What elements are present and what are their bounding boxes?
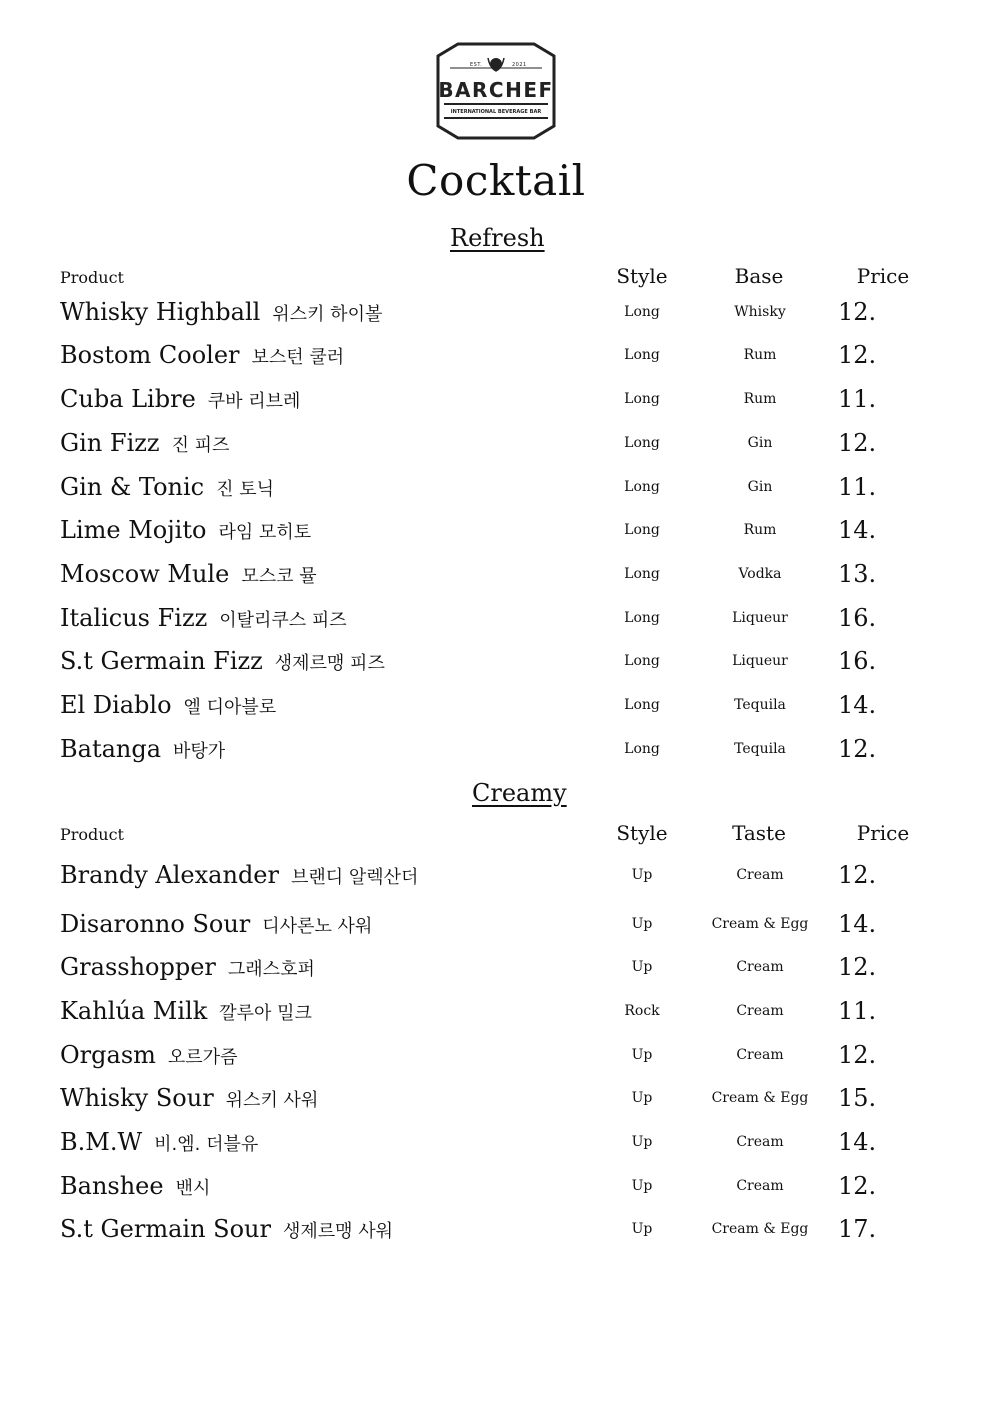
item-base: Rum [743, 391, 777, 407]
item-name-kr: 디사론노 사워 [262, 916, 373, 937]
item-name-kr: 생제르맹 사워 [282, 1221, 394, 1242]
item-style: Up [631, 1178, 653, 1194]
item-name-en: Whisky Sour [60, 1084, 214, 1112]
item-name [60, 950, 315, 987]
item-name [60, 994, 312, 1031]
item-price: 14. [838, 1128, 877, 1156]
table-header-refresh [0, 264, 992, 288]
header-base: Base [734, 264, 784, 288]
item-price: 13. [838, 560, 877, 588]
list-item [0, 470, 992, 504]
item-name-en: Gin & Tonic [60, 473, 205, 501]
item-name-kr: 그래스호퍼 [227, 959, 315, 980]
list-item [0, 1169, 992, 1203]
item-name-en: S.t Germain Fizz [60, 647, 263, 675]
list-item [0, 513, 992, 547]
item-name-kr: 밴시 [175, 1178, 211, 1199]
item-name [60, 907, 372, 944]
crest-icon [488, 58, 504, 71]
item-base: Vodka [738, 566, 782, 582]
item-name [60, 338, 344, 375]
item-base: Rum [743, 522, 777, 538]
item-name [60, 295, 382, 332]
page-title: Cocktail [406, 156, 586, 205]
item-price: 11. [838, 997, 877, 1025]
item-name-en: El Diablo [60, 691, 172, 719]
list-item [0, 1125, 992, 1159]
item-price: 16. [838, 604, 877, 632]
item-name [60, 1169, 210, 1206]
list-item [0, 732, 992, 766]
item-base: Cream [736, 1047, 784, 1063]
item-base: Cream & Egg [711, 1090, 809, 1106]
item-name [60, 1125, 258, 1162]
item-base: Cream [736, 867, 784, 883]
item-name-en: Batanga [60, 735, 162, 763]
item-style: Up [631, 867, 653, 883]
item-name-en: Disaronno Sour [60, 910, 251, 938]
item-base: Liqueur [732, 610, 788, 626]
item-base: Cream [736, 1003, 784, 1019]
item-name-en: Grasshopper [60, 953, 216, 981]
item-price: 14. [838, 910, 877, 938]
item-name-kr: 엘 디아블로 [183, 697, 277, 718]
item-name-kr: 생제르맹 피즈 [274, 653, 385, 674]
item-price: 14. [838, 691, 877, 719]
header-price: Price [856, 821, 910, 845]
list-item [0, 338, 992, 372]
item-base: Tequila [734, 741, 786, 757]
header-product: Product [60, 268, 124, 287]
section-title-refresh: Refresh [450, 224, 545, 252]
item-name-kr: 위스키 사워 [225, 1090, 319, 1111]
header-product: Product [60, 825, 124, 844]
logo-subtitle: INTERNATIONAL BEVERAGE BAR [450, 109, 542, 115]
item-style: Long [624, 304, 660, 320]
item-price: 14. [838, 516, 877, 544]
list-item [0, 601, 992, 635]
item-name [60, 1212, 393, 1249]
item-price: 12. [838, 735, 877, 763]
item-style: Up [631, 1047, 653, 1063]
item-name [60, 1038, 237, 1075]
list-item [0, 644, 992, 678]
item-style: Up [631, 959, 653, 975]
item-style: Long [624, 479, 660, 495]
list-item [0, 1038, 992, 1072]
item-name-en: Gin Fizz [60, 429, 160, 457]
logo-year: 2021 [512, 62, 527, 68]
list-item [0, 382, 992, 416]
item-name [60, 513, 311, 550]
item-name-kr: 모스코 뮬 [241, 566, 317, 587]
item-name-en: S.t Germain Sour [60, 1215, 271, 1243]
header-taste: Taste [732, 821, 786, 845]
item-base: Cream & Egg [711, 916, 809, 932]
item-name-en: Whisky Highball [60, 298, 261, 326]
item-style: Long [624, 741, 660, 757]
item-name-kr: 보스턴 쿨러 [251, 347, 345, 368]
list-item [0, 295, 992, 329]
item-name [60, 382, 300, 419]
item-name-en: Italicus Fizz [60, 604, 208, 632]
list-item [0, 1212, 992, 1246]
item-name-en: Moscow Mule [60, 560, 230, 588]
item-base: Tequila [734, 697, 786, 713]
item-name-kr: 오르가즘 [167, 1047, 238, 1068]
item-style: Long [624, 610, 660, 626]
item-price: 16. [838, 647, 877, 675]
list-item [0, 1081, 992, 1115]
item-name [60, 1081, 318, 1118]
item-base: Liqueur [732, 653, 788, 669]
item-base: Whisky [734, 304, 786, 320]
item-name-kr: 진 토닉 [216, 479, 274, 500]
item-name [60, 470, 274, 507]
list-item [0, 858, 992, 892]
logo [436, 42, 556, 140]
item-style: Long [624, 566, 660, 582]
item-name [60, 426, 229, 463]
item-name [60, 644, 385, 681]
header-style: Style [616, 264, 668, 288]
item-name-en: Banshee [60, 1172, 164, 1200]
header-style: Style [616, 821, 668, 845]
item-style: Up [631, 1134, 653, 1150]
item-base: Rum [743, 347, 777, 363]
item-name-kr: 쿠바 리브레 [207, 391, 301, 412]
list-item [0, 907, 992, 941]
logo-est: EST. [470, 62, 483, 68]
item-name-kr: 깔루아 밀크 [219, 1003, 312, 1024]
item-name [60, 688, 276, 725]
item-name-kr: 진 피즈 [171, 435, 230, 456]
item-name-en: Brandy Alexander [60, 861, 279, 889]
logo-brand: BARCHEF [438, 78, 554, 102]
item-price: 12. [838, 429, 877, 457]
item-base: Cream [736, 1134, 784, 1150]
item-name-kr: 이탈리쿠스 피즈 [219, 610, 347, 631]
item-name [60, 557, 317, 594]
item-name-kr: 브랜디 알렉산더 [290, 867, 419, 888]
item-price: 12. [838, 861, 877, 889]
item-name [60, 732, 225, 769]
item-style: Up [631, 916, 653, 932]
item-style: Up [631, 1221, 653, 1237]
item-name-en: Orgasm [60, 1041, 156, 1069]
list-item [0, 688, 992, 722]
item-price: 12. [838, 953, 877, 981]
item-name-kr: 바탕가 [173, 741, 226, 762]
item-style: Long [624, 697, 660, 713]
item-name [60, 601, 347, 638]
header-price: Price [856, 264, 910, 288]
item-price: 11. [838, 385, 877, 413]
item-name [60, 858, 418, 895]
item-name-kr: 비.엠. 더블유 [154, 1134, 259, 1155]
item-name-en: Kahlúa Milk [60, 997, 208, 1025]
list-item [0, 994, 992, 1028]
item-price: 12. [838, 298, 877, 326]
item-base: Cream [736, 1178, 784, 1194]
item-base: Cream & Egg [711, 1221, 809, 1237]
list-item [0, 426, 992, 460]
item-price: 15. [838, 1084, 877, 1112]
table-header-creamy [0, 821, 992, 845]
item-style: Long [624, 347, 660, 363]
item-style: Long [624, 435, 660, 451]
item-price: 17. [838, 1215, 877, 1243]
item-name-en: Lime Mojito [60, 516, 207, 544]
item-name-en: Cuba Libre [60, 385, 196, 413]
list-item [0, 557, 992, 591]
item-base: Cream [736, 959, 784, 975]
item-price: 12. [838, 341, 877, 369]
item-name-kr: 라임 모히토 [218, 522, 312, 543]
item-name-kr: 위스키 하이볼 [272, 304, 383, 325]
item-price: 11. [838, 473, 877, 501]
item-style: Up [631, 1090, 653, 1106]
item-price: 12. [838, 1041, 877, 1069]
item-price: 12. [838, 1172, 877, 1200]
section-title-creamy: Creamy [472, 779, 567, 807]
item-style: Long [624, 391, 660, 407]
item-style: Long [624, 522, 660, 538]
item-name-en: B.M.W [60, 1128, 143, 1156]
item-base: Gin [747, 435, 773, 451]
item-style: Long [624, 653, 660, 669]
list-item [0, 950, 992, 984]
item-name-en: Bostom Cooler [60, 341, 240, 369]
item-base: Gin [747, 479, 773, 495]
item-style: Rock [624, 1003, 660, 1019]
